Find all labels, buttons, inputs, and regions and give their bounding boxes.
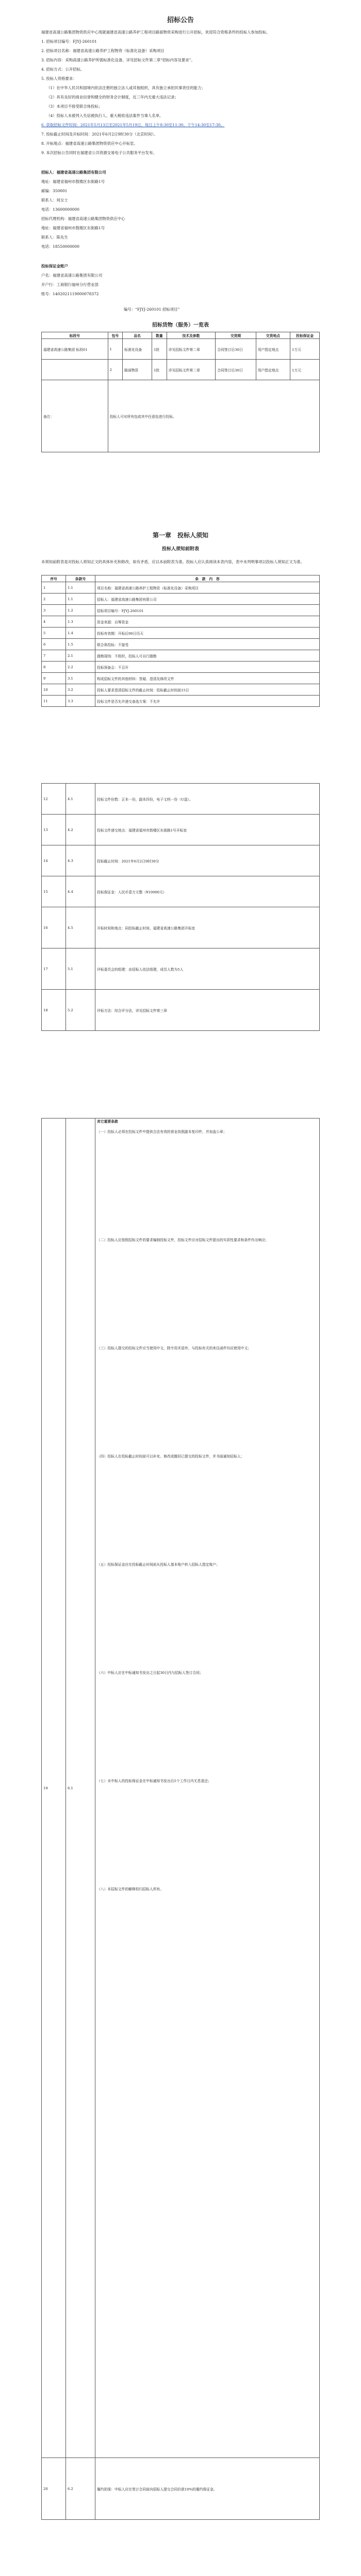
- table-cell: 路面物资: [123, 360, 152, 380]
- table-cell: 14: [42, 845, 66, 876]
- table-cell: 1: [42, 582, 66, 594]
- front-table-header: [42, 575, 320, 582]
- chapter-subtitle: 投标人须知前附表: [161, 547, 199, 552]
- term-paragraph: （八）本招标文件的解释权归招标人所有。: [97, 1887, 164, 1891]
- announcement-item: 6. 获取招标文件时间：2021年5月13日至2021年5月19日，每日上午8:30至11:30，下午14:30至17:30。: [41, 123, 225, 127]
- term-paragraph: （四）投标人在投标截止时间前可以补充、修改或撤回已提交的投标文件，并书面通知招标人；: [97, 1454, 244, 1459]
- goods-col-header: 交货地点: [256, 332, 290, 339]
- table-row: [42, 628, 320, 639]
- table-cell: 合同签订后30日: [216, 360, 256, 380]
- table-cell: 投标人要求澄清招标文件的截止时间：投标截止时间前15日: [95, 684, 320, 696]
- table-cell: 合同签订后30日: [216, 339, 256, 360]
- table-cell: 项目名称：福建省高速公路养护工程物资（标准化设备）采购项目: [95, 582, 320, 594]
- table-cell: 招标人：福建省高速公路集团有限公司: [95, 594, 320, 605]
- table-cell: 4.4: [66, 876, 95, 907]
- term-paragraph: （三）投标人提交的投标文件应当使用中文，除专用术语外，与投标有关的来往函件均应使用中文；: [97, 1346, 252, 1350]
- announcement-title: 招标公告: [167, 16, 194, 24]
- table-row: [42, 696, 320, 707]
- goods-col-header: 数量: [152, 332, 167, 339]
- table-cell: 2.2: [66, 662, 95, 673]
- table-cell: 投标截止时间：2021年6月2日9时30分: [95, 845, 320, 876]
- front-table-continued: [41, 783, 320, 1031]
- table-row: [42, 990, 320, 1031]
- table-cell: 8: [42, 662, 66, 673]
- table-row: [42, 876, 320, 907]
- table-row: [42, 815, 320, 845]
- table-cell: 4.3: [66, 845, 95, 876]
- goods-col-header: 交货期: [216, 332, 256, 339]
- table-row: [42, 784, 320, 815]
- table-row: [42, 684, 320, 696]
- table-cell: 20: [42, 2458, 66, 2520]
- important-terms-title: 其它重要条款: [97, 1120, 118, 1124]
- announcement-item: （2）具有良好的商业信誉和健全的财务会计制度，近三年内无重大违法记录；: [46, 95, 178, 99]
- table-cell: 18: [42, 990, 66, 1031]
- goods-col-header: 标段号: [42, 332, 108, 339]
- chapter-title: 第一章 投标人须知: [152, 532, 208, 539]
- table-cell: 开标时间和地点：同投标截止时间，福建省高速公路集团开标室: [95, 907, 320, 948]
- announcement-item: （3）本项目不接受联合体投标；: [46, 104, 103, 109]
- announcement-item: （1）在中华人民共和国境内依法注册的独立法人或其他组织，具有独立承担民事责任的能力；: [46, 86, 205, 90]
- table-cell: [42, 360, 108, 380]
- contact-line: 地址：福建省福州市鼓楼区东街路1号: [41, 179, 105, 184]
- table-cell: 11: [42, 696, 66, 707]
- announcement-item: 8. 开标地点：福建省高速公路集团物资供应中心开标室。: [41, 141, 138, 146]
- table-row: [42, 605, 320, 616]
- goods-col-header: 技术及参数: [167, 332, 216, 339]
- table-cell: 资金来源：自筹资金: [95, 616, 320, 628]
- front-table: [41, 575, 320, 707]
- table-cell: 投标有效期：开标后90日历天: [95, 628, 320, 639]
- table-cell: 3: [42, 605, 66, 616]
- table-cell: 踏勘现场：不组织，投标人可自行踏勘: [95, 650, 320, 662]
- goods-table: [41, 332, 320, 452]
- term-paragraph: （一）投标人必须在投标文件中提供合法有效的营业执照副本复印件，并加盖公章；: [97, 1130, 227, 1134]
- table-cell: 用户指定地点: [256, 360, 290, 380]
- table-cell: 详见招标文件第二章: [167, 360, 216, 380]
- bank-line: 户名：福建省高速公路集团有限公司: [41, 273, 103, 278]
- goods-col-header: 品名: [123, 332, 152, 339]
- announcement-item: 3. 招标内容：采购高速公路养护所需标准化设备，详见招标文件第二章“招标内容及要求”。: [41, 58, 195, 62]
- table-cell: 4.1: [66, 784, 95, 815]
- table-row: [42, 948, 320, 990]
- table-cell: 4.5: [66, 907, 95, 948]
- announcement-item: 2. 招标项目名称：福建省高速公路养护工程物资（标准化设备）采购项目: [41, 48, 165, 53]
- table-cell: 9: [42, 673, 66, 684]
- table-row: [42, 673, 320, 684]
- goods-col-header: 投标保证金: [290, 332, 320, 339]
- term-paragraph: （六）中标人应在中标通知书发出之日起30日内与招标人签订合同；: [97, 1671, 203, 1675]
- term-paragraph: （二）投标人应按照招标文件的要求编制投标文件，投标文件应对招标文件提出的实质性要求和条件作出响应；: [97, 1238, 269, 1242]
- table-row: [42, 582, 320, 594]
- table-cell: 招标项目编号：FJYJ-260101: [95, 605, 320, 616]
- front-col-header: 条款号: [66, 575, 95, 582]
- table-cell: 6: [42, 639, 66, 650]
- table-cell: 19: [42, 1118, 66, 2458]
- announcement-item: 9. 本次招标公告同时在福建省公共资源交易电子公共服务平台发布。: [41, 150, 157, 155]
- table-cell: 履约担保：中标人应在签订合同前向招标人提交合同价款10%的履约保证金。: [95, 2458, 320, 2520]
- table-row: [42, 639, 320, 650]
- table-cell: 福建省高速公路集团 标段01: [42, 339, 108, 360]
- table-cell: 投标保证金：人民币壹万元整（¥10000元）: [95, 876, 320, 907]
- table-cell: 17: [42, 948, 66, 990]
- table-cell: 投标文件递交地点：福建省福州市鼓楼区东街路1号开标室: [95, 815, 320, 845]
- announcement-item: 5. 投标人资格要求：: [41, 76, 77, 81]
- table-row: [42, 380, 320, 452]
- table-row: [42, 616, 320, 628]
- table-cell: 备注：: [42, 380, 108, 452]
- table-cell: 4.2: [66, 815, 95, 845]
- front-col-header: 条 款 内 容: [95, 575, 320, 582]
- contact-line: 邮编：350001: [41, 189, 68, 193]
- table-cell: 投标文件份数：正本一份，副本四份，电子文档一份（U盘）。: [95, 784, 320, 815]
- contact-line: 地址：福建省福州市鼓楼区东街路1号: [41, 226, 105, 230]
- table-cell: 标准化设备: [123, 339, 152, 360]
- table-cell: 投标人可对所有包或其中任意包进行投标。: [108, 380, 319, 452]
- table-cell: 用户指定地点: [256, 339, 290, 360]
- table-cell: 1批: [152, 360, 167, 380]
- project-no: 1. 招标项目编号：FJYJ-260101: [41, 39, 97, 44]
- table-row: [42, 594, 320, 605]
- contact-line: 联系人：何女士: [41, 198, 68, 202]
- table-cell: 2.1: [66, 650, 95, 662]
- table-cell: 4: [42, 616, 66, 628]
- table-cell: 1万元: [290, 360, 320, 380]
- goods-table-title: 招标货物（服务）一览表: [152, 323, 209, 328]
- table-cell: 5: [42, 628, 66, 639]
- table-cell: 投标文件是否允许递交备选方案：不允许: [95, 696, 320, 707]
- table-row: [42, 650, 320, 662]
- table-row: [42, 339, 320, 360]
- table-cell: 16: [42, 907, 66, 948]
- chapter-note: 本须知前附表是对投标人须知正文的具体补充和修改，如有矛盾，应以本前附表为准。投标人应认真阅读本表内容，表中未列明事项以投标人须知正文为准。: [41, 560, 304, 564]
- bank-heading: 投标保证金账户: [41, 264, 68, 268]
- table-cell: 投标预备会：不召开: [95, 662, 320, 673]
- code-line: 编号：“FJYJ-260101 招标项目”: [124, 307, 180, 312]
- table-cell: 联合体投标：不接受: [95, 639, 320, 650]
- table-row: [42, 845, 320, 876]
- table-cell: 1.2: [66, 605, 95, 616]
- announcement-item: 4. 招标方式：公开招标。: [41, 67, 85, 72]
- front-col-header: 序号: [42, 575, 66, 582]
- table-cell: 3.1: [66, 673, 95, 684]
- important-terms-cell: [95, 1118, 320, 2458]
- table-cell: 1.4: [66, 628, 95, 639]
- table-cell: 15: [42, 876, 66, 907]
- table-row: [42, 2458, 320, 2520]
- bank-line: 账号：1402021119000078372: [41, 292, 99, 296]
- contact-line: 招标代理机构：福建省高速公路集团物资供应中心: [41, 216, 125, 221]
- table-cell: 13: [42, 815, 66, 845]
- table-cell: 7: [42, 650, 66, 662]
- table-cell: 1.1: [66, 594, 95, 605]
- table-row: [42, 360, 320, 380]
- announcement-intro: 福建省高速公路集团物资供应中心现就福建省高速公路养护工程项目路面物资采购进行公开招标，欢迎符合资格条件的投标人参加投标。: [41, 30, 270, 35]
- table-cell: 构成招标文件的其他材料：答疑、澄清及修改文件: [95, 673, 320, 684]
- important-terms-table: [41, 1118, 320, 2520]
- term-paragraph: （七）未中标人的投标保证金在中标通知书发出后5个工作日内无息退还；: [97, 1779, 211, 1783]
- table-cell: 3.2: [66, 684, 95, 696]
- table-cell: 5.1: [66, 948, 95, 990]
- table-cell: 2: [108, 360, 123, 380]
- tenderer-heading: 招标人：福建省高速公路集团有限公司: [41, 170, 106, 175]
- contact-line: 电话：18550000000: [41, 244, 79, 249]
- table-cell: 5.2: [66, 990, 95, 1031]
- table-cell: 6.1: [66, 1118, 95, 2458]
- table-cell: 1万元: [290, 339, 320, 360]
- table-cell: 1.5: [66, 639, 95, 650]
- table-cell: 评标委员会的组建：由招标人依法组建，成员人数为5人: [95, 948, 320, 990]
- announcement-item: 7. 投标截止时间及开标时间：2021年6月2日9时30分（北京时间）。: [41, 132, 158, 137]
- table-row: [42, 662, 320, 673]
- term-paragraph: （五）投标保证金应在投标截止时间前从投标人基本账户转入招标人指定账户；: [97, 1563, 220, 1567]
- contact-line: 电话：13600000000: [41, 207, 79, 212]
- table-row: [42, 907, 320, 948]
- announcement-item: （4）投标人未被列入失信被执行人、重大税收违法案件当事人名单。: [46, 113, 163, 118]
- table-cell: 1批: [152, 339, 167, 360]
- table-cell: 1: [108, 339, 123, 360]
- contact-line: 联系人：陈先生: [41, 235, 68, 240]
- goods-table-header: [42, 332, 320, 339]
- table-cell: 10: [42, 684, 66, 696]
- table-cell: 1.1: [66, 582, 95, 594]
- table-cell: 1.3: [66, 616, 95, 628]
- table-row: [42, 1118, 320, 2458]
- table-cell: 12: [42, 784, 66, 815]
- table-cell: 评标方法：综合评分法，详见招标文件第三章: [95, 990, 320, 1031]
- table-cell: 3.3: [66, 696, 95, 707]
- table-cell: 2: [42, 594, 66, 605]
- bank-line: 开户行：工商银行福州分行营业部: [41, 282, 99, 287]
- table-cell: 6.2: [66, 2458, 95, 2520]
- goods-col-header: 包号: [108, 332, 123, 339]
- table-cell: 详见招标文件第二章: [167, 339, 216, 360]
